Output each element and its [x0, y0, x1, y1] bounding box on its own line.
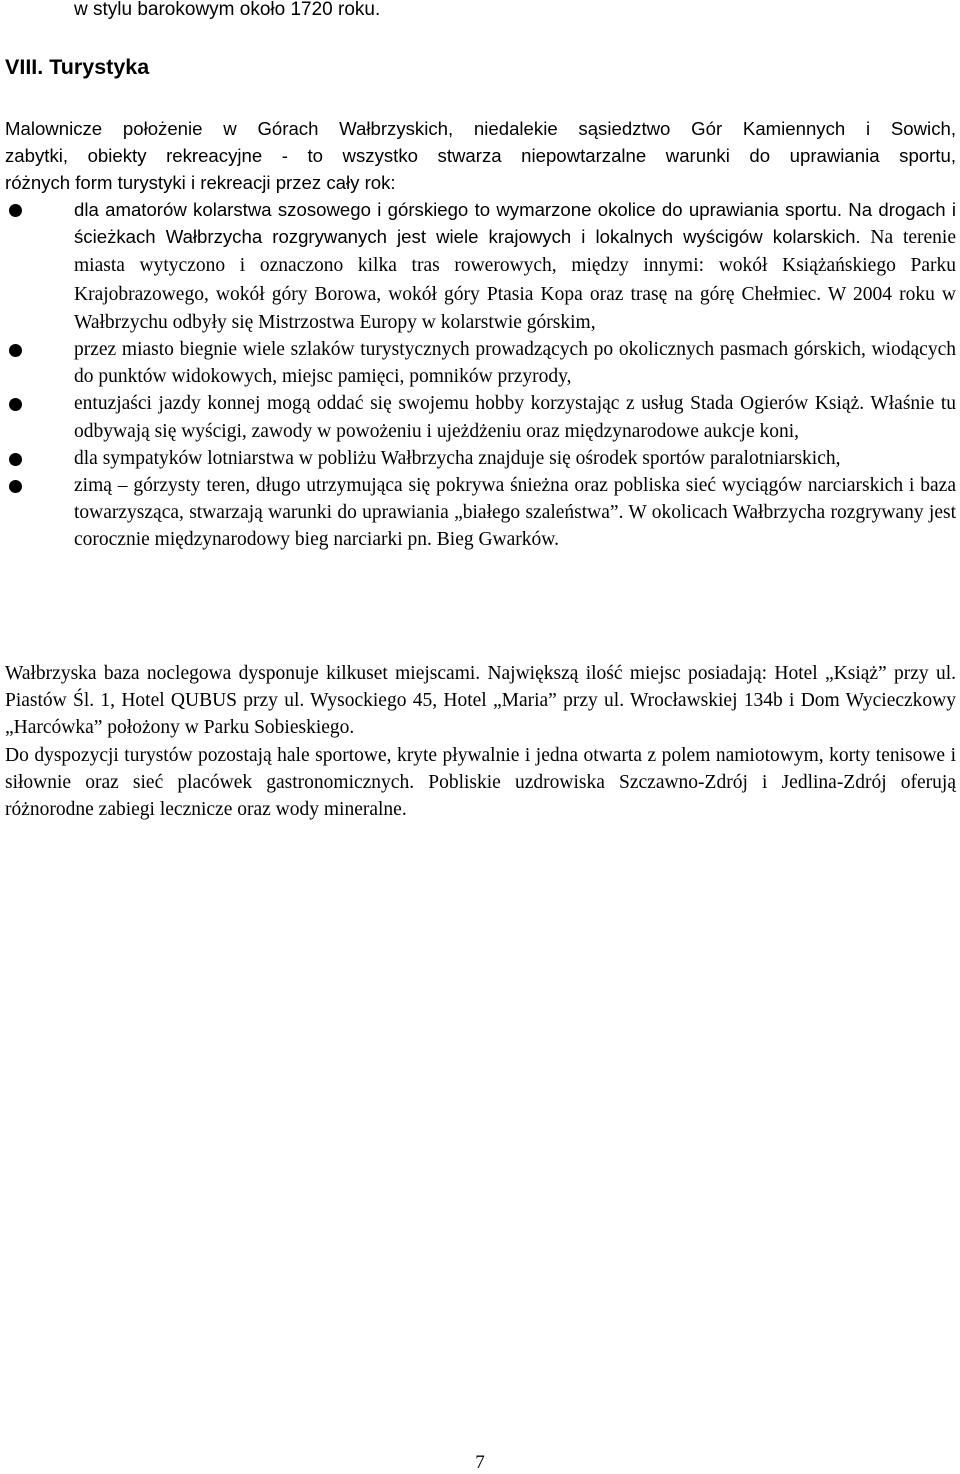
- facilities-paragraph: Do dyspozycji turystów pozostają hale sportowe, kryte pływalnie i jedna otwarta z polem namiotowym, korty tenisowe i siłownie oraz sieć placówek gastronomicznych. Pobliskie uzdrowiska Szczawno-Zdrój i Jedlina-Zdrój oferują różnorodne zabiegi lecznicze oraz wody mineralne.: [5, 744, 956, 821]
- bullet-dot-icon: [9, 204, 22, 217]
- activity-bullet-list: [0, 196, 960, 554]
- section-heading: VIII. Turystyka: [5, 55, 150, 79]
- bullet-text: dla sympatyków lotniarstwa w pobliżu Wałbrzycha znajduje się ośrodek sportów paralotniarskich,: [74, 447, 841, 469]
- bullet-item-hiking: [0, 336, 960, 390]
- bullet-dot-icon: [9, 453, 22, 466]
- page-number: 7: [475, 1452, 485, 1473]
- bullet-item-paragliding: [0, 445, 960, 472]
- intro-paragraph: [5, 115, 956, 197]
- bullet-text-sans: dla amatorów kolarstwa szosowego i górskiego to wymarzone okolice do uprawiania sportu. Na drogach i ścieżkach Wałbrzycha rozgrywanych jest wiele krajowych i lokalnych wyścigów kolarskich.: [74, 199, 956, 248]
- bullet-text-serif: Na terenie miasta wytyczono i oznaczono kilka tras rowerowych, między innymi: wokół Książańskiego Parku Krajobrazowego, wokół góry Borowa, wokół góry Ptasia Kopa oraz trasę na górę Chełmiec. W 2004 roku w Wałbrzychu odbyły się Mistrzostwa Europy w kolarstwie górskim,: [74, 227, 956, 333]
- bullet-dot-icon: [9, 344, 22, 357]
- intro-line: Malownicze położenie w Górach Wałbrzyskich, niedalekie sąsiedztwo Gór Kamiennych i Sowich,: [5, 118, 956, 139]
- intro-line: zabytki, obiekty rekreacyjne - to wszystko stwarza niepowtarzalne warunki do uprawiania sportu,: [5, 145, 956, 167]
- bullet-item-cycling: [0, 196, 960, 336]
- bullet-item-winter-sports: [0, 472, 960, 554]
- closing-section: [5, 660, 956, 823]
- accommodation-paragraph: Wałbrzyska baza noclegowa dysponuje kilkuset miejscami. Największą ilość miejsc posiadają: Hotel „Książ” przy ul. Piastów Śl. 1, Hotel QUBUS przy ul. Wysockiego 45, Hotel „Maria” przy ul. Wrocławskiej 134b i Dom Wycieczkowy „Harcówka” położony w Parku Sobieskiego.: [5, 663, 956, 739]
- bullet-dot-icon: [9, 398, 22, 411]
- intro-line: różnych form turystyki i rekreacji przez cały rok:: [5, 172, 396, 194]
- bullet-item-horse-riding: [0, 390, 960, 444]
- bullet-text: zimą – górzysty teren, długo utrzymująca się pokrywa śnieżna oraz pobliska sieć wyciągów narciarskich i baza towarzysząca, stwarzają warunki do uprawiania „białego szaleństwa”. W okolicach Wałbrzycha rozgrywany jest corocznie międzynarodowy bieg narciarki pn. Bieg Gwarków.: [74, 475, 956, 551]
- bullet-text: entuzjaści jazdy konnej mogą oddać się swojemu hobby korzystając z usług Stada Ogierów Książ. Właśnie tu odbywają się wyścigi, zawody w powożeniu i ujeżdżeniu oraz międzynarodowe aukcje koni,: [74, 393, 956, 442]
- bullet-dot-icon: [9, 480, 22, 493]
- bullet-text: przez miasto biegnie wiele szlaków turystycznych prowadzących po okolicznych pasmach górskich, wiodących do punktów widokowych, miejsc pamięci, pomników przyrody,: [74, 339, 956, 388]
- carry-over-line: w stylu barokowym około 1720 roku.: [74, 0, 381, 20]
